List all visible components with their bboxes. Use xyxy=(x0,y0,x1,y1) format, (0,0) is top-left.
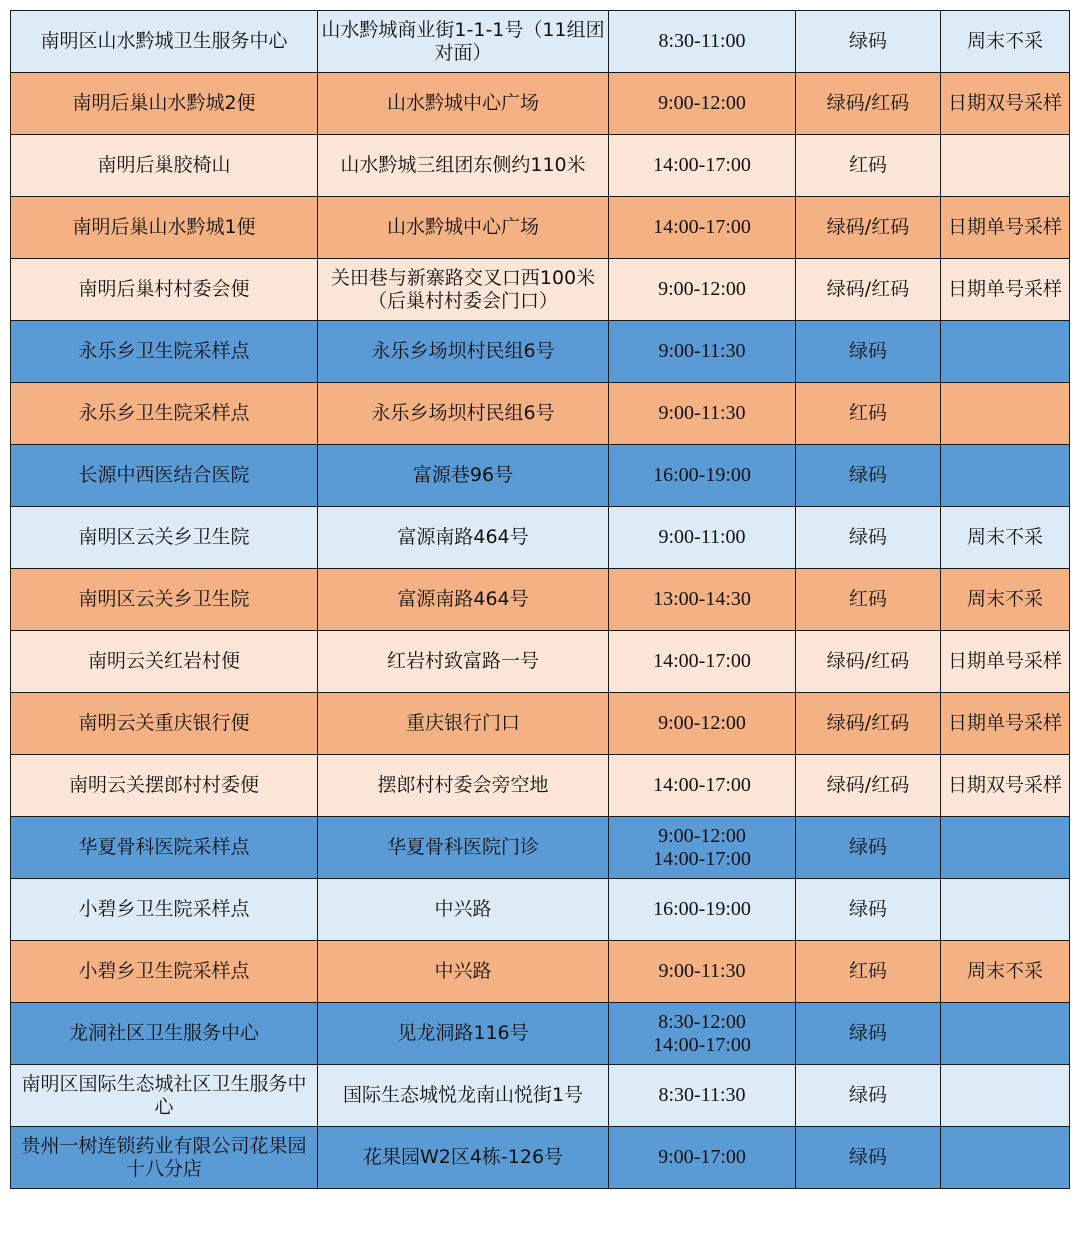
time-cell-line: 9:00-12:00 xyxy=(658,824,746,847)
sampling-sites-table xyxy=(10,10,1070,1189)
site-name-cell xyxy=(11,1065,318,1127)
address-cell-line: 华夏骨科医院门诊 xyxy=(386,836,539,858)
table-row xyxy=(11,73,1070,135)
address-cell-line: 对面） xyxy=(434,41,492,64)
site-name-cell xyxy=(11,73,318,135)
time-cell xyxy=(609,1065,796,1127)
address-cell-line: 关田巷与新寨路交叉口西100米 xyxy=(330,266,596,289)
time-cell-line: 9:00-17:00 xyxy=(658,1146,746,1168)
note-cell xyxy=(941,383,1070,445)
time-cell-line: 9:00-12:00 xyxy=(658,278,746,300)
time-cell xyxy=(609,1127,796,1189)
table-row xyxy=(11,879,1070,941)
time-cell-line: 9:00-12:00 xyxy=(658,92,746,114)
site-name-cell xyxy=(11,135,318,197)
health-code-cell: 绿码 xyxy=(796,879,941,941)
address-cell-line: 山水黔城中心广场 xyxy=(386,216,539,238)
table-row xyxy=(11,321,1070,383)
note-cell xyxy=(941,135,1070,197)
time-cell-line: 14:00-17:00 xyxy=(653,1033,751,1056)
site-name-cell-line: 南明云关红岩村便 xyxy=(87,650,240,672)
time-cell-line: 13:00-14:30 xyxy=(653,588,751,610)
table-row xyxy=(11,507,1070,569)
address-cell-line: 永乐乡场坝村民组6号 xyxy=(371,402,555,424)
time-cell-line: 8:30-11:30 xyxy=(658,1084,746,1106)
time-cell-line: 9:00-11:00 xyxy=(658,526,746,548)
time-cell-line: 14:00-17:00 xyxy=(653,216,751,238)
health-code-cell: 绿码/红码 xyxy=(796,259,941,321)
site-name-cell-line: 心 xyxy=(154,1095,174,1118)
note-cell xyxy=(941,1003,1070,1065)
site-name-cell xyxy=(11,259,318,321)
address-cell-line: 国际生态城悦龙南山悦街1号 xyxy=(342,1084,584,1106)
time-cell xyxy=(609,507,796,569)
address-cell xyxy=(318,321,609,383)
table-row xyxy=(11,197,1070,259)
time-cell-line: 8:30-12:00 xyxy=(658,1010,746,1033)
site-name-cell-line: 南明区山水黔城卫生服务中心 xyxy=(40,30,288,52)
health-code-cell: 绿码 xyxy=(796,11,941,73)
address-cell xyxy=(318,693,609,755)
site-name-cell xyxy=(11,197,318,259)
address-cell xyxy=(318,11,609,73)
address-cell xyxy=(318,941,609,1003)
site-name-cell xyxy=(11,631,318,693)
table-row xyxy=(11,1065,1070,1127)
site-name-cell-line: 小碧乡卫生院采样点 xyxy=(78,960,250,982)
site-name-cell xyxy=(11,11,318,73)
site-name-cell-line: 南明后巢村村委会便 xyxy=(78,278,250,300)
time-cell xyxy=(609,259,796,321)
site-name-cell-line: 小碧乡卫生院采样点 xyxy=(78,898,250,920)
time-cell xyxy=(609,817,796,879)
address-cell-line: 见龙洞路116号 xyxy=(397,1022,529,1044)
site-name-cell xyxy=(11,569,318,631)
address-cell-line: 中兴路 xyxy=(434,960,492,982)
address-cell xyxy=(318,259,609,321)
table-row xyxy=(11,445,1070,507)
time-cell-line: 16:00-19:00 xyxy=(653,464,751,486)
address-cell xyxy=(318,569,609,631)
time-cell xyxy=(609,383,796,445)
note-cell: 日期单号采样 xyxy=(941,259,1070,321)
time-cell xyxy=(609,197,796,259)
time-cell xyxy=(609,879,796,941)
note-cell xyxy=(941,1127,1070,1189)
site-name-cell-line: 南明后巢山水黔城2便 xyxy=(72,92,256,114)
site-name-cell-line: 贵州一树连锁药业有限公司花果园 xyxy=(21,1134,307,1157)
health-code-cell: 绿码/红码 xyxy=(796,693,941,755)
time-cell-line: 9:00-11:30 xyxy=(658,402,746,424)
site-name-cell-line: 长源中西医结合医院 xyxy=(78,464,250,486)
site-name-cell-line: 南明云关重庆银行便 xyxy=(78,712,250,734)
health-code-cell: 绿码/红码 xyxy=(796,755,941,817)
site-name-cell xyxy=(11,321,318,383)
site-name-cell-line: 永乐乡卫生院采样点 xyxy=(78,340,250,362)
health-code-cell: 绿码 xyxy=(796,1065,941,1127)
health-code-cell: 绿码/红码 xyxy=(796,631,941,693)
note-cell: 日期双号采样 xyxy=(941,755,1070,817)
address-cell-line: 山水黔城商业街1-1-1号（11组团 xyxy=(321,18,605,41)
table-row xyxy=(11,1127,1070,1189)
health-code-cell: 绿码 xyxy=(796,817,941,879)
note-cell: 日期单号采样 xyxy=(941,197,1070,259)
time-cell xyxy=(609,321,796,383)
address-cell xyxy=(318,817,609,879)
site-name-cell xyxy=(11,1003,318,1065)
site-name-cell-line: 南明后巢山水黔城1便 xyxy=(72,216,256,238)
site-name-cell-line: 南明云关摆郎村村委便 xyxy=(68,774,259,796)
table-row xyxy=(11,941,1070,1003)
address-cell-line: 富源南路464号 xyxy=(397,526,529,548)
table-row xyxy=(11,383,1070,445)
time-cell-line: 9:00-11:30 xyxy=(658,960,746,982)
table-row xyxy=(11,569,1070,631)
table-row xyxy=(11,259,1070,321)
site-name-cell xyxy=(11,693,318,755)
time-cell-line: 14:00-17:00 xyxy=(653,650,751,672)
address-cell-line: （后巢村村委会门口） xyxy=(367,289,558,312)
time-cell xyxy=(609,941,796,1003)
note-cell xyxy=(941,321,1070,383)
site-name-cell xyxy=(11,817,318,879)
address-cell-line: 摆郎村村委会旁空地 xyxy=(377,774,549,796)
address-cell xyxy=(318,73,609,135)
table-row xyxy=(11,1003,1070,1065)
address-cell-line: 中兴路 xyxy=(434,898,492,920)
address-cell-line: 红岩村致富路一号 xyxy=(386,650,539,672)
address-cell xyxy=(318,1003,609,1065)
health-code-cell: 红码 xyxy=(796,135,941,197)
health-code-cell: 绿码 xyxy=(796,1127,941,1189)
time-cell xyxy=(609,11,796,73)
health-code-cell: 红码 xyxy=(796,569,941,631)
site-name-cell xyxy=(11,879,318,941)
note-cell: 周末不采 xyxy=(941,507,1070,569)
address-cell xyxy=(318,135,609,197)
health-code-cell: 绿码 xyxy=(796,321,941,383)
site-name-cell-line: 十八分店 xyxy=(125,1157,202,1180)
note-cell: 周末不采 xyxy=(941,569,1070,631)
site-name-cell xyxy=(11,1127,318,1189)
table-row xyxy=(11,693,1070,755)
time-cell xyxy=(609,693,796,755)
time-cell xyxy=(609,569,796,631)
table-row xyxy=(11,755,1070,817)
time-cell-line: 9:00-11:30 xyxy=(658,340,746,362)
time-cell-line: 16:00-19:00 xyxy=(653,898,751,920)
health-code-cell: 红码 xyxy=(796,941,941,1003)
time-cell-line: 8:30-11:00 xyxy=(658,30,746,52)
address-cell xyxy=(318,1065,609,1127)
address-cell xyxy=(318,879,609,941)
time-cell xyxy=(609,445,796,507)
address-cell-line: 富源巷96号 xyxy=(412,464,514,486)
health-code-cell: 绿码/红码 xyxy=(796,197,941,259)
table-row xyxy=(11,11,1070,73)
table-row xyxy=(11,135,1070,197)
time-cell xyxy=(609,73,796,135)
note-cell xyxy=(941,1065,1070,1127)
address-cell-line: 永乐乡场坝村民组6号 xyxy=(371,340,555,362)
time-cell-line: 9:00-12:00 xyxy=(658,712,746,734)
health-code-cell: 红码 xyxy=(796,383,941,445)
note-cell xyxy=(941,817,1070,879)
site-name-cell-line: 南明后巢胶椅山 xyxy=(97,154,231,176)
address-cell xyxy=(318,507,609,569)
address-cell-line: 重庆银行门口 xyxy=(405,712,520,734)
table-row xyxy=(11,631,1070,693)
address-cell xyxy=(318,1127,609,1189)
health-code-cell: 绿码/红码 xyxy=(796,73,941,135)
address-cell xyxy=(318,197,609,259)
note-cell: 周末不采 xyxy=(941,11,1070,73)
time-cell-line: 14:00-17:00 xyxy=(653,154,751,176)
address-cell-line: 富源南路464号 xyxy=(397,588,529,610)
note-cell xyxy=(941,445,1070,507)
site-name-cell xyxy=(11,941,318,1003)
note-cell: 日期单号采样 xyxy=(941,631,1070,693)
site-name-cell-line: 华夏骨科医院采样点 xyxy=(78,836,250,858)
time-cell xyxy=(609,631,796,693)
site-name-cell-line: 龙洞社区卫生服务中心 xyxy=(68,1022,259,1044)
site-name-cell xyxy=(11,445,318,507)
address-cell xyxy=(318,383,609,445)
site-name-cell xyxy=(11,383,318,445)
address-cell xyxy=(318,445,609,507)
address-cell xyxy=(318,755,609,817)
address-cell-line: 花果园W2区4栋-126号 xyxy=(362,1146,564,1168)
time-cell-line: 14:00-17:00 xyxy=(653,847,751,870)
note-cell: 日期双号采样 xyxy=(941,73,1070,135)
health-code-cell: 绿码 xyxy=(796,445,941,507)
note-cell: 日期单号采样 xyxy=(941,693,1070,755)
time-cell xyxy=(609,135,796,197)
note-cell xyxy=(941,879,1070,941)
address-cell-line: 山水黔城三组团东侧约110米 xyxy=(340,154,586,176)
site-name-cell-line: 南明区云关乡卫生院 xyxy=(78,526,250,548)
health-code-cell: 绿码 xyxy=(796,507,941,569)
note-cell: 周末不采 xyxy=(941,941,1070,1003)
health-code-cell: 绿码 xyxy=(796,1003,941,1065)
address-cell xyxy=(318,631,609,693)
site-name-cell-line: 南明区云关乡卫生院 xyxy=(78,588,250,610)
site-name-cell-line: 南明区国际生态城社区卫生服务中 xyxy=(21,1072,307,1095)
time-cell xyxy=(609,755,796,817)
time-cell xyxy=(609,1003,796,1065)
site-name-cell xyxy=(11,507,318,569)
address-cell-line: 山水黔城中心广场 xyxy=(386,92,539,114)
site-name-cell xyxy=(11,755,318,817)
site-name-cell-line: 永乐乡卫生院采样点 xyxy=(78,402,250,424)
table-row xyxy=(11,817,1070,879)
time-cell-line: 14:00-17:00 xyxy=(653,774,751,796)
